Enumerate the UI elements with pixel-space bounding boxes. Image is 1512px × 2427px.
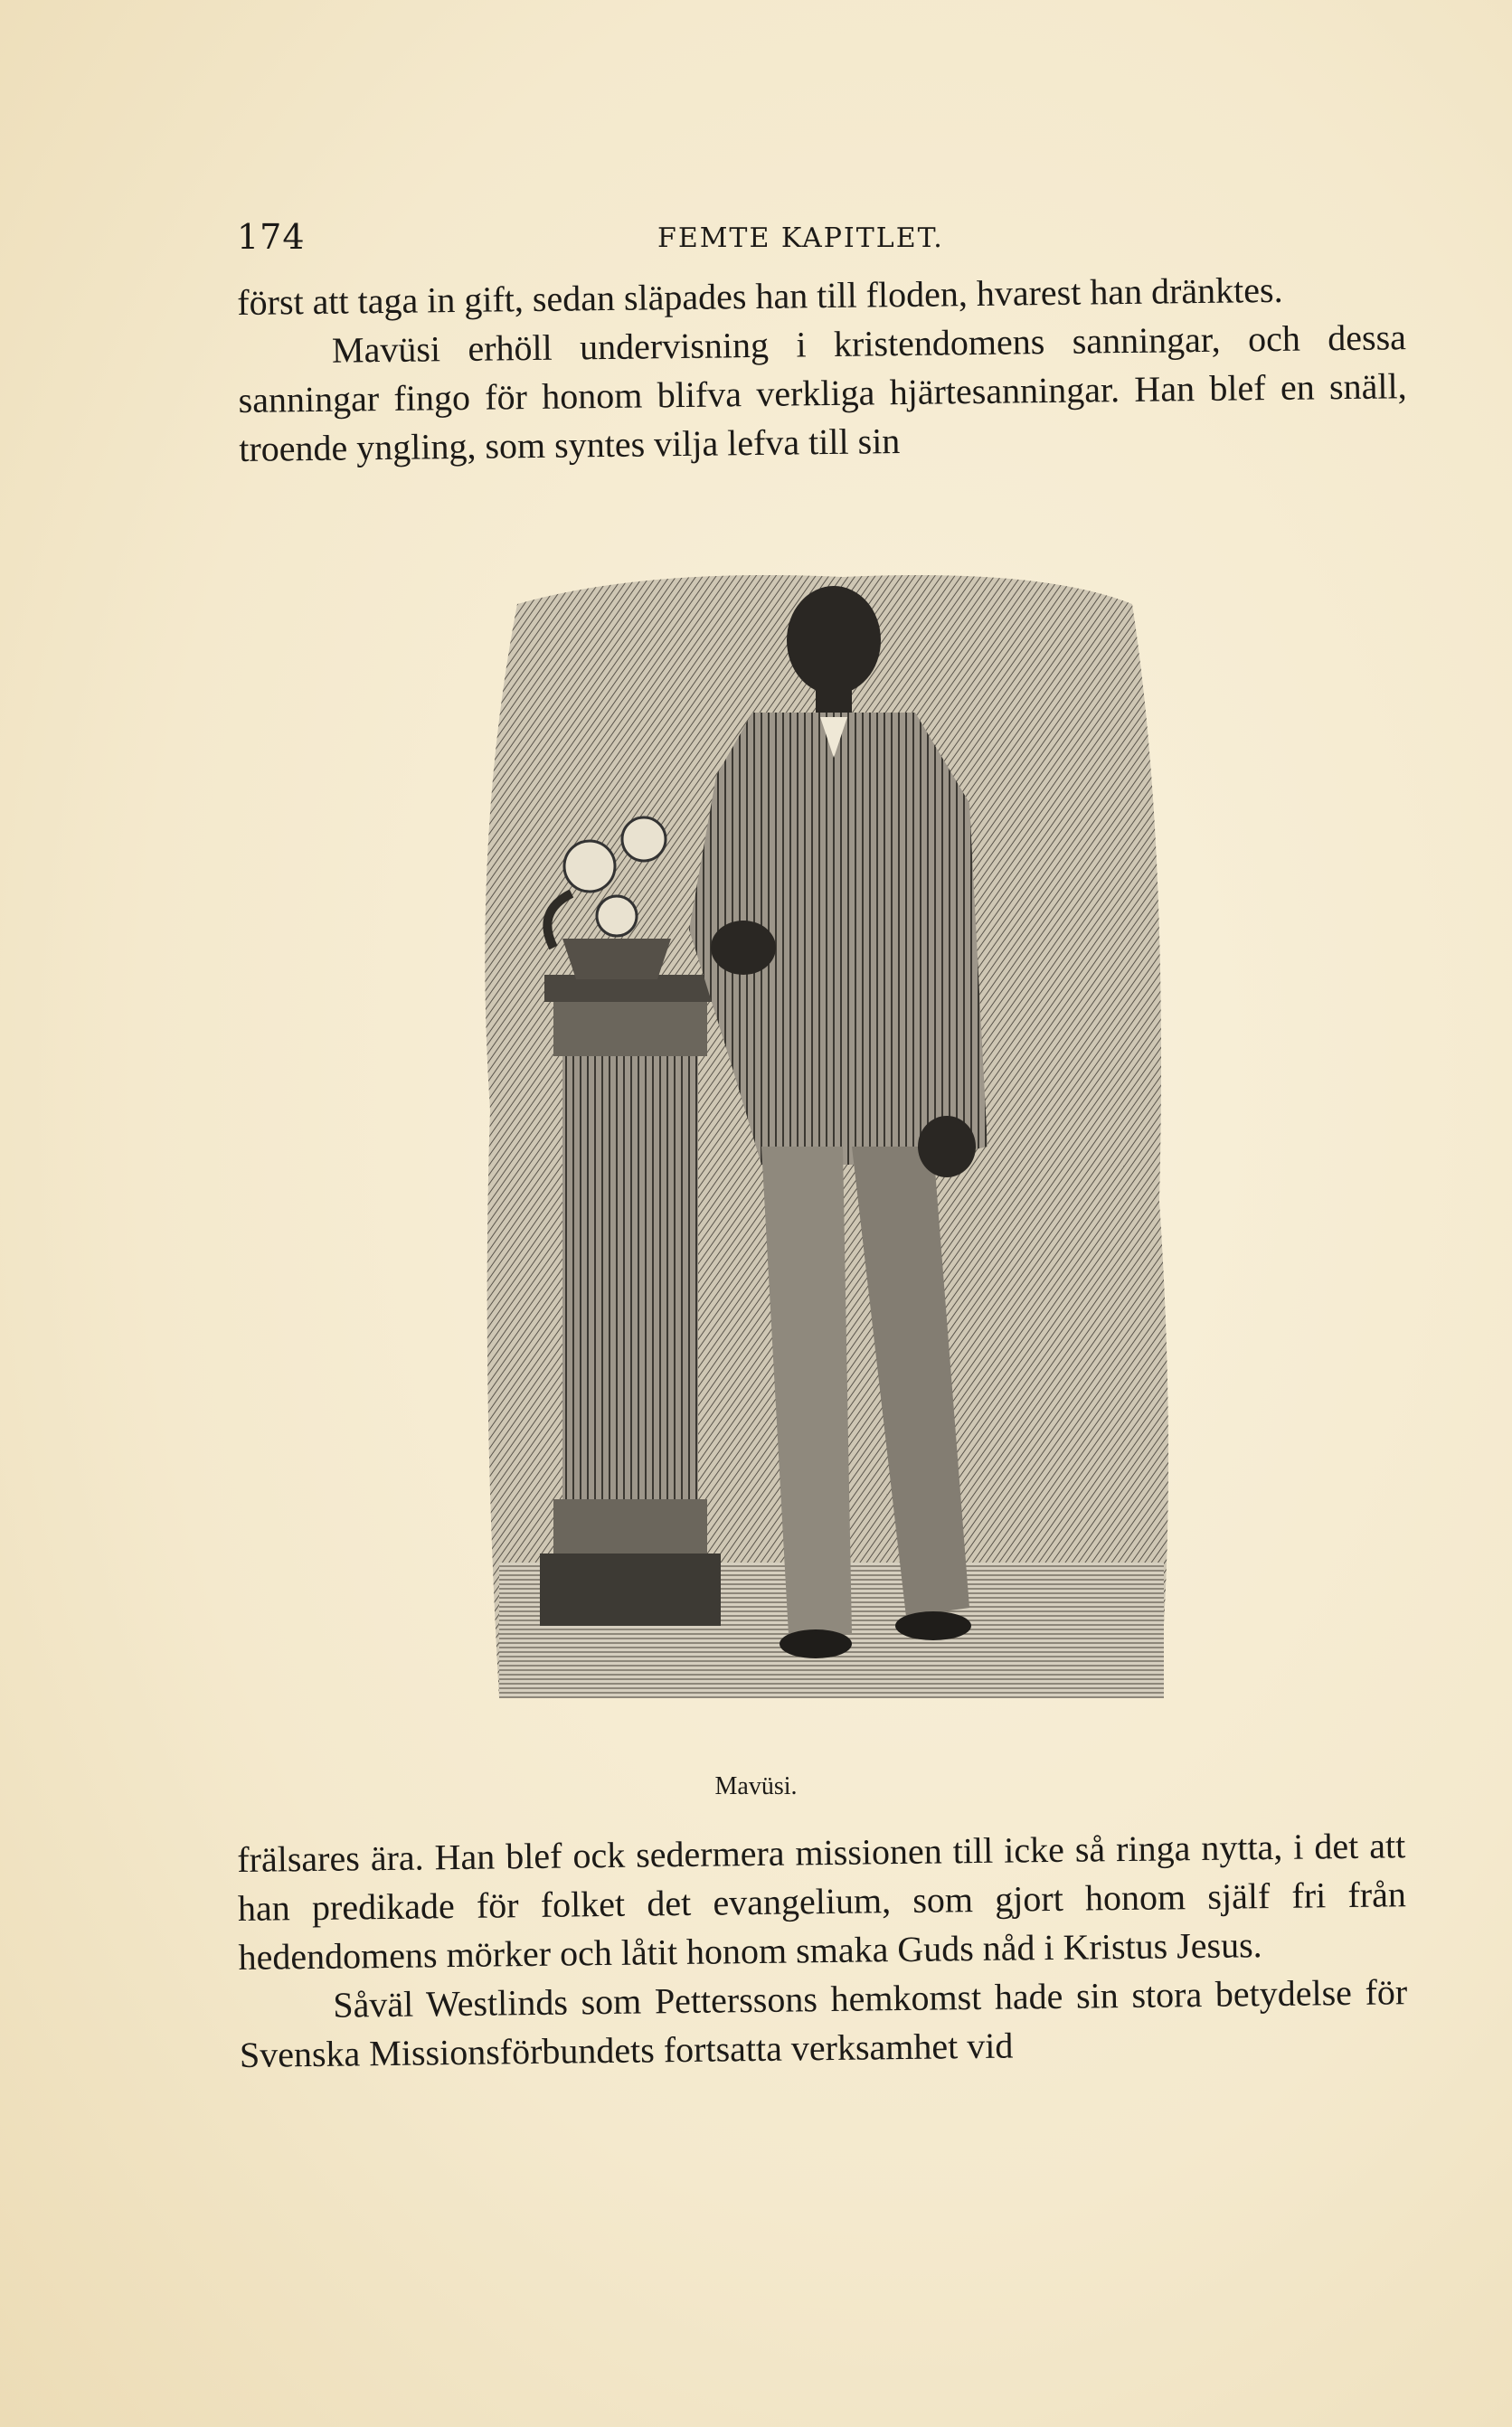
paragraph: Såväl Westlinds som Petterssons hemkomst hade sin stora betydelse för Svenska Missionsförbundets fortsatta verksamhet vid: [239, 1971, 1408, 2075]
page-number: 174: [237, 217, 306, 257]
figure-caption: Mavüsi.: [714, 1772, 798, 1800]
paragraph: Mavüsi erhöll undervisning i kristendomens sanningar, och dessa sanningar fingo för honom blifva verkliga hjärtesanningar. Han blef en snäll, troende yngling, som syntes vilja lefva till sin: [238, 316, 1407, 469]
running-head: FEMTE KAPITLET.: [657, 222, 944, 254]
page-header: [237, 217, 1413, 262]
engraving-portrait-mavusi: [463, 568, 1179, 1751]
body-text-bottom: [237, 1821, 1408, 2080]
paragraph: först att taga in gift, sedan släpades han till floden, hvarest han dränktes.: [237, 269, 1283, 323]
body-text-top: [237, 264, 1408, 474]
paragraph: frälsares ära. Han blef ock sedermera missionen till icke så ringa nytta, i det att han predikade för folket det evangelium, som gjort honom själf fri från hedendomens mörker och låtit honom smaka Guds nåd i Kristus Jesus.: [237, 1825, 1407, 1978]
